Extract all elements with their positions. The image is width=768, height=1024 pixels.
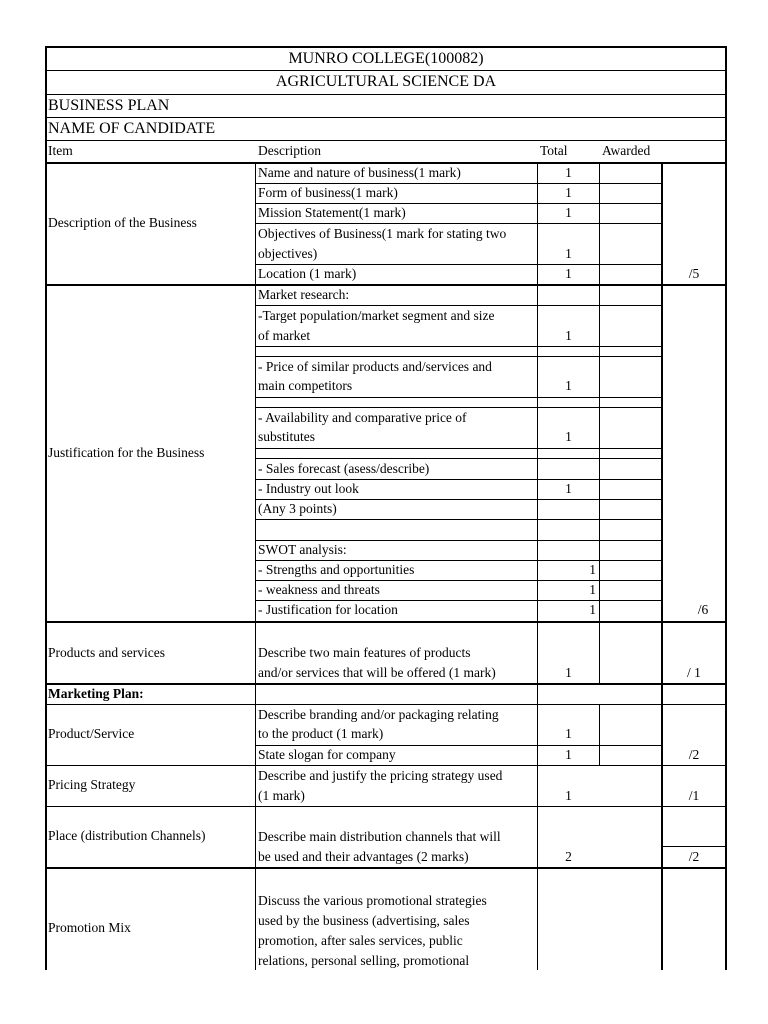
description-text: - weakness and threats	[258, 582, 380, 597]
item-justification: Justification for the Business	[48, 445, 205, 460]
item-pricing-strategy: Pricing Strategy	[48, 777, 136, 792]
table-border	[45, 46, 47, 970]
total-value: 1	[565, 266, 572, 281]
total-value: 1	[565, 429, 572, 444]
table-border	[725, 46, 727, 970]
total-value: 2	[565, 849, 572, 864]
section-divider	[45, 867, 727, 869]
description-text: to the product (1 mark)	[258, 726, 384, 741]
description-text: Objectives of Business(1 mark for stating two	[258, 226, 507, 241]
section-score: /1	[688, 788, 700, 803]
description-text: Describe two main features of products	[258, 645, 471, 660]
row-divider	[255, 448, 662, 449]
item-promotion-mix: Promotion Mix	[48, 920, 131, 935]
subject-title: AGRICULTURAL SCIENCE DA	[275, 73, 497, 90]
column-header-item: Item	[48, 143, 73, 158]
row-divider	[255, 346, 662, 347]
total-value: 1	[565, 747, 572, 762]
description-text: - Price of similar products and/services and	[258, 359, 492, 374]
description-text: Discuss the various promotional strategies	[258, 893, 487, 908]
description-text: State slogan for company	[258, 747, 396, 762]
section-score: / 1	[687, 665, 701, 680]
description-text: promotion, after sales services, public	[258, 933, 463, 948]
description-text: used by the business (advertising, sales	[258, 913, 470, 928]
total-value: 1	[565, 726, 572, 741]
total-value: 1	[565, 378, 572, 393]
total-value: 1	[565, 205, 572, 220]
candidate-name-label: NAME OF CANDIDATE	[48, 120, 216, 137]
section-score: /2	[688, 849, 700, 864]
description-text: (1 mark)	[258, 788, 305, 803]
description-text: of market	[258, 328, 311, 343]
section-divider	[45, 806, 727, 807]
total-value: 1	[565, 185, 572, 200]
document-title: BUSINESS PLAN	[48, 97, 170, 114]
column-header-awarded: Awarded	[602, 143, 651, 158]
total-value: 1	[565, 328, 572, 343]
description-text: Market research:	[258, 287, 350, 302]
column-header-total: Total	[540, 143, 568, 158]
description-text: substitutes	[258, 429, 316, 444]
description-text: Name and nature of business(1 mark)	[258, 165, 461, 180]
description-text: Form of business(1 mark)	[258, 185, 398, 200]
description-text: Describe main distribution channels that will	[258, 829, 501, 844]
total-value: 1	[565, 665, 572, 680]
total-value: 1	[565, 246, 572, 261]
description-text: Location (1 mark)	[258, 266, 357, 281]
section-divider	[45, 621, 727, 623]
description-text: SWOT analysis:	[258, 542, 347, 557]
section-score: /2	[688, 747, 700, 762]
column-header-description: Description	[258, 143, 321, 158]
description-text: - Industry out look	[258, 481, 359, 496]
description-text: be used and their advantages (2 marks)	[258, 849, 469, 864]
description-text: - Availability and comparative price of	[258, 410, 467, 425]
total-value: 1	[565, 165, 572, 180]
item-product-service: Product/Service	[48, 726, 135, 741]
column-divider	[599, 162, 600, 684]
description-text: relations, personal selling, promotional	[258, 953, 470, 968]
description-text: - Strengths and opportunities	[258, 562, 415, 577]
total-value: 1	[565, 788, 572, 803]
total-value: 1	[589, 562, 596, 577]
description-text: Describe branding and/or packaging relating	[258, 707, 499, 722]
college-title: MUNRO COLLEGE(100082)	[288, 50, 484, 67]
section-divider	[45, 683, 727, 685]
description-text: Describe and justify the pricing strategy used	[258, 768, 503, 783]
description-text: main competitors	[258, 378, 353, 393]
description-text: - Sales forecast (asess/describe)	[258, 461, 430, 476]
description-text: Mission Statement(1 mark)	[258, 205, 406, 220]
column-divider	[599, 705, 600, 765]
row-divider	[255, 397, 662, 398]
description-text: -Target population/market segment and size	[258, 308, 495, 323]
item-products-services: Products and services	[48, 645, 165, 660]
description-text: and/or services that will be offered (1 mark)	[258, 665, 496, 680]
section-score: /6	[697, 602, 709, 617]
marketing-plan-heading: Marketing Plan:	[48, 686, 144, 701]
total-value: 1	[589, 602, 596, 617]
item-description-of-business: Description of the Business	[48, 215, 197, 230]
total-value: 1	[565, 481, 572, 496]
description-text: - Justification for location	[258, 602, 398, 617]
total-value: 1	[589, 582, 596, 597]
section-score: /5	[688, 266, 700, 281]
row-divider	[255, 519, 662, 520]
description-text: (Any 3 points)	[258, 501, 337, 516]
description-text: objectives)	[258, 246, 318, 261]
section-divider	[45, 284, 727, 286]
item-place-distribution: Place (distribution Channels)	[48, 828, 206, 843]
